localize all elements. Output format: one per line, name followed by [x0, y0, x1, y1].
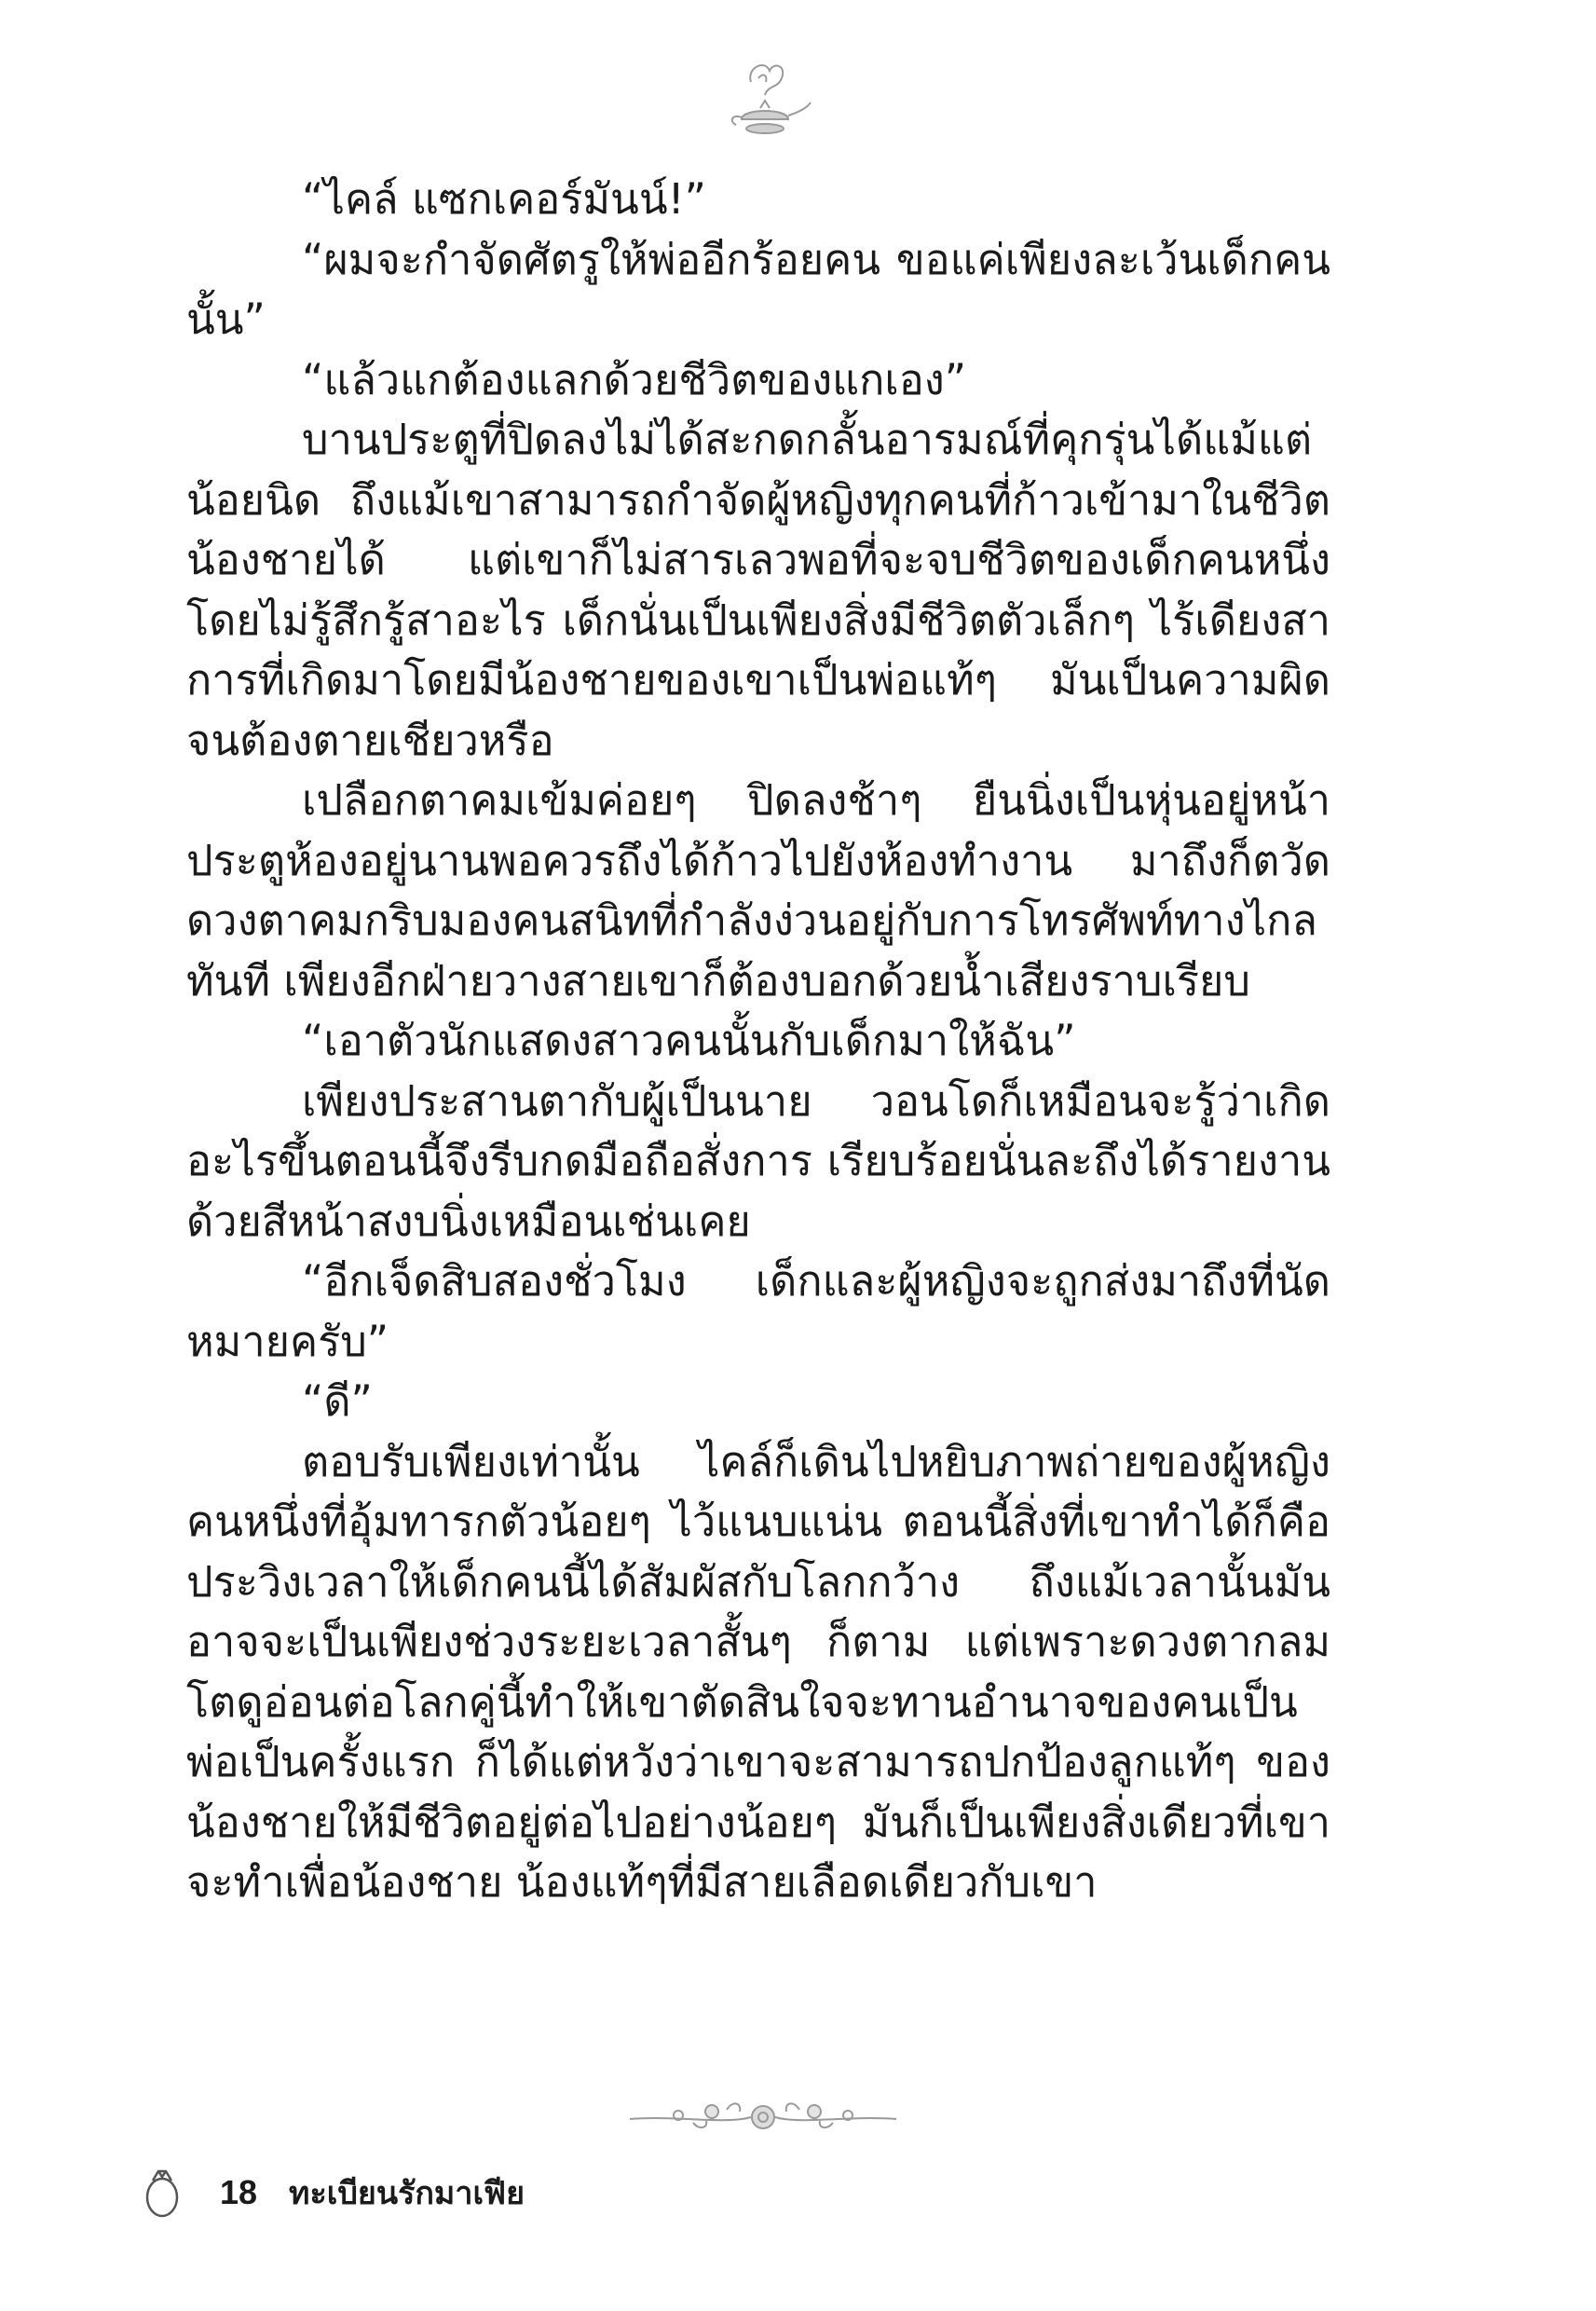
paragraph: “ดี” [302, 1376, 373, 1426]
page-number: 18 [220, 2173, 258, 2211]
paragraph: “อีกเจ็ดสิบสองชั่วโมง เด็กและผู้หญิงจะถูกส่งมาถึงที่นัดหมายครับ” [186, 1256, 1330, 1366]
paragraph: เพียงประสานตากับผู้เป็นนาย วอนโดก็เหมือนจะรู้ว่าเกิดอะไรขึ้นตอนนี้จึงรีบกดมือถือสั่งการ เรียบร้อยนั่นละถึงได้รายงานด้วยสีหน้าสงบนิ่งเหมือนเช่นเคย [186, 1075, 1330, 1246]
genie-lamp-icon [714, 54, 816, 157]
paragraph: ตอบรับเพียงเท่านั้น ไคล์ก็เดินไปหยิบภาพถ่ายของผู้หญิงคนหนึ่งที่อุ้มทารกตัวน้อยๆ ไว้แนบแน่น ตอนนี้สิ่งที่เขาทำได้ก็คือประวิงเวลาให้เด็กคนนี้ได้สัมผัสกับโลกกว้าง ถึงแม้เวลานั้นมันอาจจะเป็นเพียงช่วงระยะเวลาสั้นๆ ก็ตาม แต่เพราะดวงตากลมโตดูอ่อนต่อโลกคู่นี้ทำให้เขาตัดสินใจจะทานอำนาจของคนเป็นพ่อเป็นครั้งแรก ก็ได้แต่หวังว่าเขาจะสามารถปกป้องลูกแท้ๆ ของน้องชายให้มีชีวิตอยู่ต่อไปอย่างน้อยๆ มันก็เป็นเพียงสิ่งเดียวที่เขาจะทำเพื่อน้องชาย น้องแท้ๆที่มีสายเลือดเดียวกับเขา [186, 1436, 1330, 1907]
paragraph: “เอาตัวนักแสดงสาวคนนั้นกับเด็กมาให้ฉัน” [302, 1016, 1076, 1065]
ring-icon [140, 2166, 184, 2220]
paragraph: “ไคล์ แซกเคอร์มันน์!” [302, 174, 706, 224]
book-title: ทะเบียนรักมาเฟีย [289, 2175, 525, 2212]
paragraph: “ผมจะกำจัดศัตรูให้พ่ออีกร้อยคน ขอแค่เพียงละเว้นเด็กคนนั้น” [186, 234, 1330, 344]
paragraph: “แล้วแกต้องแลกด้วยชีวิตของแกเอง” [302, 354, 967, 404]
paragraph: บานประตูที่ปิดลงไม่ได้สะกดกลั้นอารมณ์ที่คุกรุ่นได้แม้แต่น้อยนิด ถึงแม้เขาสามารถกำจัดผู้หญิงทุกคนที่ก้าวเข้ามาในชีวิตน้องชายได้ แต่เขาก็ไม่สารเลวพอที่จะจบชีวิตของเด็กคนหนึ่งโดยไม่รู้สึกรู้สาอะไร เด็กนั่นเป็นเพียงสิ่งมีชีวิตตัวเล็กๆ ไร้เดียงสา การที่เกิดมาโดยมีน้องชายของเขาเป็นพ่อแท้ๆ มันเป็นความผิดจนต้องตายเชียวหรือ [186, 415, 1330, 765]
paragraph: เปลือกตาคมเข้มค่อยๆ ปิดลงช้าๆ ยืนนิ่งเป็นหุ่นอยู่หน้าประตูห้องอยู่นานพอควรถึงได้ก้าวไปยังห้องทำงาน มาถึงก็ตวัดดวงตาคมกริบมองคนสนิทที่กำลังง่วนอยู่กับการโทรศัพท์ทางไกลทันที เพียงอีกฝ่ายวางสายเขาก็ต้องบอกด้วยน้ำเสียงราบเรียบ [186, 775, 1330, 1005]
page-footer [140, 2160, 525, 2225]
floral-divider-icon [622, 2087, 904, 2145]
story-text [186, 170, 1330, 1913]
